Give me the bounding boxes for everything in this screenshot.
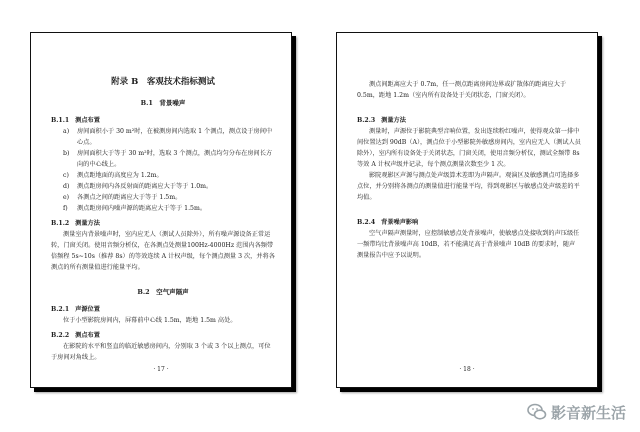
page-number: · 17 · xyxy=(153,366,169,373)
list-item xyxy=(51,148,275,170)
clause-b23-body-2: 影院观影区声源与测点处声级算术差即为声隔声。观演区及敏感测点可选择多点位，并分别将各测点的测量值进行能量平均，得到观影区与敏感点处声级差的平均值。 xyxy=(357,172,580,201)
clause-title: 测点布置 xyxy=(75,117,100,124)
clause-b23-body-1: 测量时，声源位于影院典型音响位置，发出连续粉红噪声，使得观众第一排中间位置达到 90dB（A），测点位于小型影院外敏感房间内，室内应无人（测试人员除外），室内所有设备处于关闭状态，门窗关闭，使用音频分析仪，测试全频带 8s 等效 A 计权声级并记录，每个测点测量次数至少 1 次。 xyxy=(357,128,581,168)
clause-b24-heading xyxy=(357,217,581,228)
clause-b23-heading xyxy=(357,115,581,126)
list-item xyxy=(51,170,275,181)
list-item xyxy=(51,126,275,148)
list-marker: f) xyxy=(63,205,68,212)
document-page-17 xyxy=(30,32,292,388)
clause-number: B.1.1 xyxy=(51,117,70,124)
watermark-text: 影音新生活 xyxy=(550,403,626,422)
list-item-text: 房间面积大于等于 30 m²时，选取 3 个测点，测点均匀分布在房间长方向的中心线上。 xyxy=(77,150,273,168)
list-item-text: 各测点之间的距离应大于等于 1.5m。 xyxy=(77,194,182,201)
list-item-text: 测点距地面的高度应为 1.2m。 xyxy=(77,172,163,179)
clause-number: B.1.2 xyxy=(51,220,70,227)
clause-title: 测量方法 xyxy=(75,220,100,227)
clause-b21-heading xyxy=(51,304,275,315)
clause-b12-heading xyxy=(51,218,275,229)
list-item-text: 测点距房间内各反射面的距离应大于等于 1.0m。 xyxy=(77,183,213,190)
clause-number: B.2.2 xyxy=(51,332,70,339)
clause-number: B.2.3 xyxy=(357,117,376,124)
clause-number: B.2.1 xyxy=(51,306,70,313)
clause-b21-body: 位于小型影院房间内，屏幕前中心线 1.5m，距地 1.5m 高处。 xyxy=(63,317,237,324)
page-number: · 18 · xyxy=(459,366,475,373)
list-marker: b) xyxy=(63,150,70,157)
list-item-text: 房间面积小于 30 m²时，在被测房间内选取 1 个测点，测点设于房间中心点。 xyxy=(77,128,273,146)
wechat-bubble-icon xyxy=(527,402,547,422)
list-item-text: 测点距房间内噪声源的距离应大于等于 1.5m。 xyxy=(77,205,207,212)
list-marker: e) xyxy=(63,194,70,201)
clause-title: 背景噪声影响 xyxy=(381,219,419,226)
document-page-18 xyxy=(336,32,598,388)
list-marker: d) xyxy=(63,183,70,190)
list-item xyxy=(51,203,275,214)
list-item xyxy=(51,192,275,203)
clause-b11-heading xyxy=(51,115,275,126)
list-marker: a) xyxy=(63,128,70,135)
clause-title: 测量方法 xyxy=(381,117,406,124)
clause-b12-body: 测量室内背景噪声时，室内应无人（测试人员除外），所有噪声源设备正常运转，门窗关闭。使用音频分析仪，在各测点处测量100Hz-4000Hz 范围内各频带倍频程 5s~10s（推荐 8s）的等效连续 A 计权声级，每个测点测量 3 次，并将各测点的所有测量值进行能量平均。 xyxy=(51,231,275,271)
watermark xyxy=(527,400,626,424)
clause-b22-body: 在影院的水平和竖直的临近敏感房间内，分别取 3 个或 3 个以上测点，可位于房间对角线上。 xyxy=(51,343,271,361)
clause-title: 声源位置 xyxy=(75,306,100,313)
clause-b22-heading xyxy=(51,330,275,341)
clause-title: 测点布置 xyxy=(75,332,100,339)
list-item xyxy=(51,181,275,192)
measurement-point-list xyxy=(51,126,275,214)
clause-number: B.2.4 xyxy=(357,219,376,226)
clause-b24-body: 空气声隔声测量时，应控制敏感点处背景噪声，使敏感点处接收到的声压级任一频带均比背景噪声高 10dB，若不能满足高于背景噪声 10dB 的要求时，随声测量报告中应予以说明。 xyxy=(357,230,580,259)
section-b2-title: B.2 空气声隔声 xyxy=(137,288,189,296)
section-b1-title: B.1 背景噪声 xyxy=(140,99,186,107)
appendix-title: 附录 B 客观技术指标测试 xyxy=(111,77,215,87)
continued-text: 测点间距离应大于 0.7m，任一测点距离房间边界或扩散体的距离应大于 0.5m，距地 1.2m（室内所有设备处于关闭状态，门窗关闭）。 xyxy=(357,81,567,99)
list-marker: c) xyxy=(63,172,69,179)
